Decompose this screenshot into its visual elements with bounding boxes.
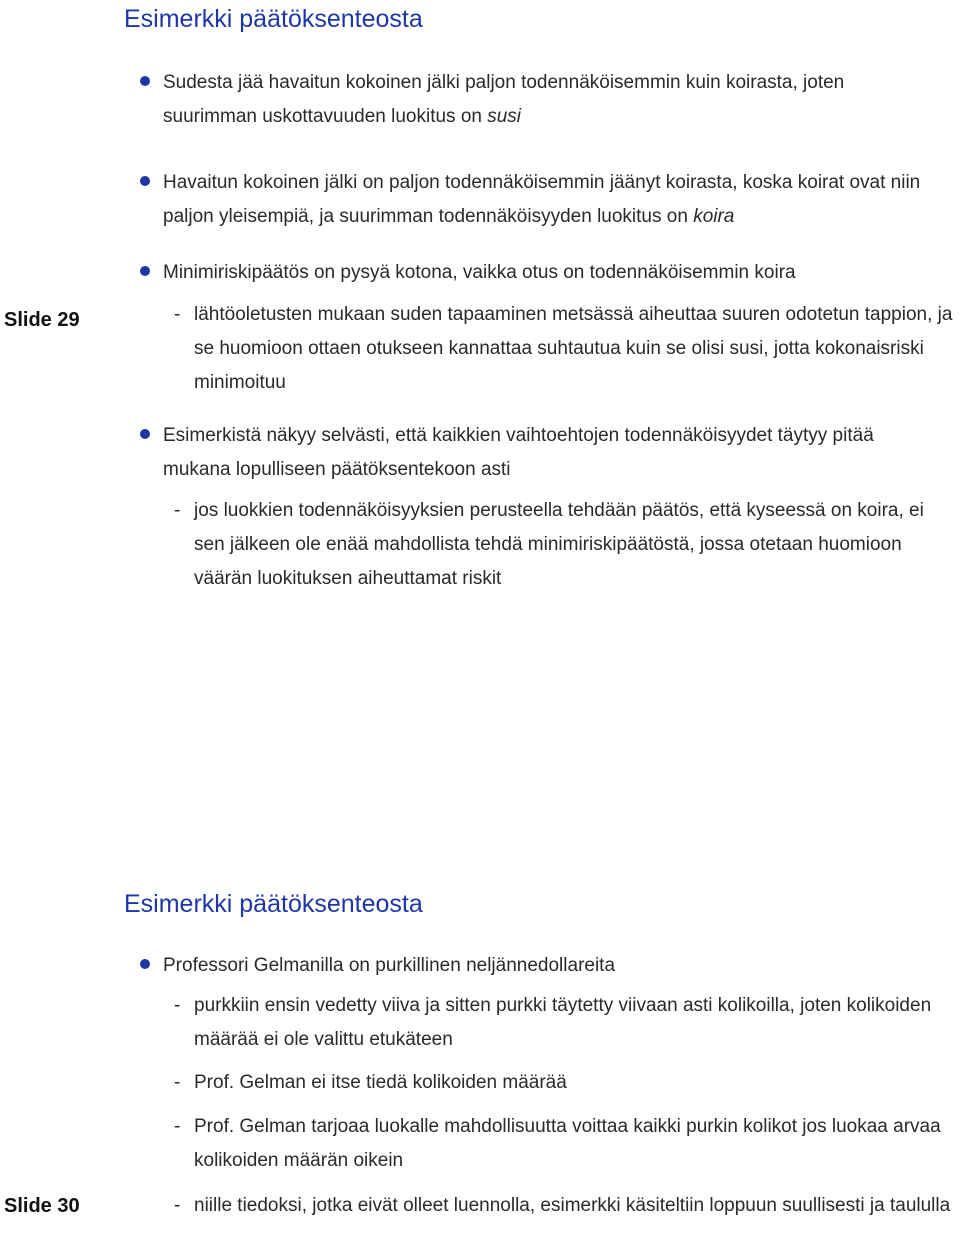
dash-marker: - xyxy=(174,304,181,325)
bullet-text: Minimiriskipäätös on pysyä kotona, vaikka otus on todennäköisemmin koira xyxy=(163,262,796,283)
bullet-emphasis: susi xyxy=(487,106,522,127)
bullet-dot-icon xyxy=(140,429,150,439)
slide-30 xyxy=(0,884,960,1254)
sub-item xyxy=(174,1066,954,1100)
dash-marker: - xyxy=(174,1116,181,1137)
slide-number-29: Slide 29 xyxy=(4,309,80,331)
dash-marker: - xyxy=(174,1195,181,1216)
bullet-text: Havaitun kokoinen jälki on paljon todennäköisemmin jäänyt koirasta, koska koirat ovat niin paljon yleisempiä, ja suurimman todennäköisyyden luokitus on koira xyxy=(163,172,921,227)
sub-item xyxy=(174,298,954,400)
sub-text: Prof. Gelman tarjoaa luokalle mahdollisuutta voittaa kaikki purkin kolikot jos luokaa arvaa kolikoiden määrän oikein xyxy=(194,1116,941,1171)
dash-marker: - xyxy=(174,995,181,1016)
sub-text: purkkiin ensin vedetty viiva ja sitten purkki täytetty viivaan asti kolikoilla, joten kolikoiden määrää ei ole valittu etukäteen xyxy=(194,995,932,1050)
bullet-dot-icon xyxy=(140,176,150,186)
bullet-item xyxy=(140,949,940,983)
sub-text: lähtöoletusten mukaan suden tapaaminen metsässä aiheuttaa suuren odotetun tappion, ja se huomioon ottaen otukseen kannattaa suhtautua kuin se olisi susi, jotta kokonaisriski minimoituu xyxy=(194,304,953,393)
slide-number-30: Slide 30 xyxy=(4,1195,80,1217)
bullet-text: Sudesta jää havaitun kokoinen jälki paljon todennäköisemmin kuin koirasta, joten suurimman uskottavuuden luokitus on susi xyxy=(163,72,845,127)
sub-text: niille tiedoksi, jotka eivät olleet luennolla, esimerkki käsiteltiin loppuun suullisesti ja taululla xyxy=(194,1195,951,1216)
dash-marker: - xyxy=(174,1072,181,1093)
bullet-item xyxy=(140,419,940,487)
bullet-dot-icon xyxy=(140,76,150,86)
bullet-item xyxy=(140,166,940,234)
bullet-text: Professori Gelmanilla on purkillinen neljännedollareita xyxy=(163,955,616,976)
sub-item xyxy=(174,1189,954,1223)
slide-title: Esimerkki päätöksenteosta xyxy=(124,5,423,33)
sub-text: Prof. Gelman ei itse tiedä kolikoiden määrää xyxy=(194,1072,567,1093)
slide-title: Esimerkki päätöksenteosta xyxy=(124,890,423,918)
dash-marker: - xyxy=(174,500,181,521)
bullet-dot-icon xyxy=(140,266,150,276)
slide-29 xyxy=(0,0,960,620)
bullet-item xyxy=(140,66,940,134)
sub-item xyxy=(174,1110,954,1178)
bullet-emphasis: koira xyxy=(693,206,735,227)
bullet-text: Esimerkistä näkyy selvästi, että kaikkien vaihtoehtojen todennäköisyydet täytyy pitää mukana lopulliseen päätöksentekoon asti xyxy=(163,425,874,480)
bullet-dot-icon xyxy=(140,959,150,969)
bullet-item xyxy=(140,256,940,290)
sub-item xyxy=(174,989,954,1057)
sub-item xyxy=(174,494,954,596)
sub-text: jos luokkien todennäköisyyksien perusteella tehdään päätös, että kyseessä on koira, ei sen jälkeen ole enää mahdollista tehdä minimiriskipäätöstä, jossa otetaan huomioon väärän luokituksen aiheuttamat riskit xyxy=(194,500,924,589)
